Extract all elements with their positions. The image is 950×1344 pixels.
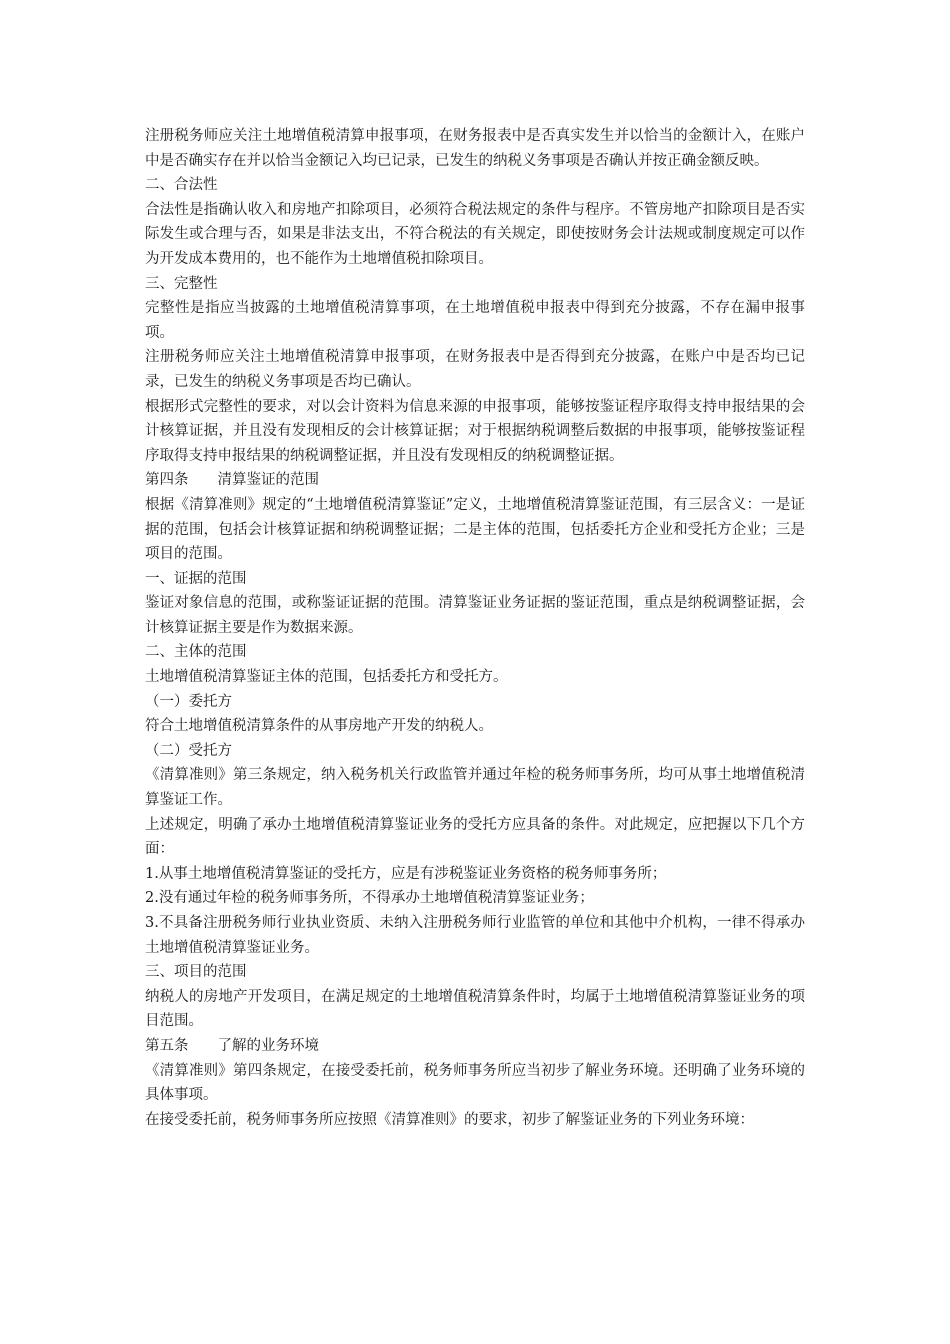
paragraph-client: 符合土地增值税清算条件的从事房地产开发的纳税人。 bbox=[145, 718, 493, 735]
paragraph-trustee-rule: 《清算准则》第三条规定，纳入税务机关行政监管并通过年检的税务师事务所，均可从事土地增值税清算鉴证工作。 bbox=[145, 767, 805, 809]
paragraph-project-scope: 纳税人的房地产开发项目，在满足规定的土地增值税清算条件时，均属于土地增值税清算鉴证业务的项目范围。 bbox=[145, 988, 805, 1030]
paragraph-business-environment-rule: 《清算准则》第四条规定，在接受委托前，税务师事务所应当初步了解业务环境。还明确了业务环境的具体事项。 bbox=[145, 1062, 805, 1104]
list-item-2: 2.没有通过年检的税务师事务所，不得承办土地增值税清算鉴证业务； bbox=[145, 890, 594, 907]
paragraph-legality: 合法性是指确认收入和房地产扣除项目，必须符合税法规定的条件与程序。不管房地产扣除项目是否实际发生或合理与否，如果是非法支出，不符合税法的有关规定，即使按财务会计法规或制度规定可以作为开发成本费用的，也不能作为土地增值税扣除项目。 bbox=[145, 201, 805, 267]
list-item-1: 1.从事土地增值税清算鉴证的受托方，应是有涉税鉴证业务资格的税务师事务所； bbox=[145, 865, 667, 882]
heading-legality: 二、合法性 bbox=[145, 177, 218, 194]
heading-client: （一）委托方 bbox=[145, 693, 232, 710]
paragraph-authenticity: 注册税务师应关注土地增值税清算申报事项，在财务报表中是否真实发生并以恰当的金额计入，在账户中是否确实存在并以恰当金额记入均已记录，已发生的纳税义务事项是否确认并按正确金额反映。 bbox=[145, 128, 805, 169]
paragraph-completeness-focus: 注册税务师应关注土地增值税清算申报事项，在财务报表中是否得到充分披露，在账户中是否均已记录，已发生的纳税义务事项是否均已确认。 bbox=[145, 349, 805, 390]
heading-article-4: 第四条 清算鉴证的范围 bbox=[145, 472, 319, 489]
heading-article-5: 第五条 了解的业务环境 bbox=[145, 1037, 319, 1054]
heading-evidence-scope: 一、证据的范围 bbox=[145, 570, 247, 587]
paragraph-scope-definition: 根据《清算准则》规定的“土地增值税清算鉴证”定义，土地增值税清算鉴证范围，有三层含义：一是证据的范围，包括会计核算证据和纳税调整证据；二是主体的范围，包括委托方企业和受托方企业；三是项目的范围。 bbox=[145, 496, 805, 563]
heading-project-scope: 三、项目的范围 bbox=[145, 964, 247, 981]
paragraph-subject-scope: 土地增值税清算鉴证主体的范围，包括委托方和受托方。 bbox=[145, 669, 508, 686]
heading-trustee: （二）受托方 bbox=[145, 742, 232, 759]
paragraph-formal-completeness: 根据形式完整性的要求，对以会计资料为信息来源的申报事项，能够按鉴证程序取得支持申报结果的会计核算证据，并且没有发现相反的会计核算证据；对于根据纳税调整后数据的申报事项，能够按鉴证程序取得支持申报结果的纳税调整证据，并且没有发现相反的纳税调整证据。 bbox=[145, 398, 805, 464]
paragraph-evidence-scope: 鉴证对象信息的范围，或称鉴证证据的范围。清算鉴证业务证据的鉴证范围，重点是纳税调整证据，会计核算证据主要是作为数据来源。 bbox=[145, 595, 805, 636]
paragraph-completeness-definition: 完整性是指应当披露的土地增值税清算事项，在土地增值税申报表中得到充分披露，不存在漏申报事项。 bbox=[145, 300, 805, 341]
heading-subject-scope: 二、主体的范围 bbox=[145, 644, 247, 661]
heading-completeness: 三、完整性 bbox=[145, 275, 218, 292]
paragraph-trustee-conditions: 上述规定，明确了承办土地增值税清算鉴证业务的受托方应具备的条件。对此规定，应把握以下几个方面： bbox=[145, 816, 805, 858]
document-body bbox=[145, 124, 805, 1132]
list-item-3: 3.不具备注册税务师行业执业资质、未纳入注册税务师行业监管的单位和其他中介机构，一律不得承办土地增值税清算鉴证业务。 bbox=[145, 915, 805, 956]
paragraph-business-environment-list-intro: 在接受委托前，税务师事务所应按照《清算准则》的要求，初步了解鉴证业务的下列业务环境： bbox=[145, 1111, 754, 1128]
